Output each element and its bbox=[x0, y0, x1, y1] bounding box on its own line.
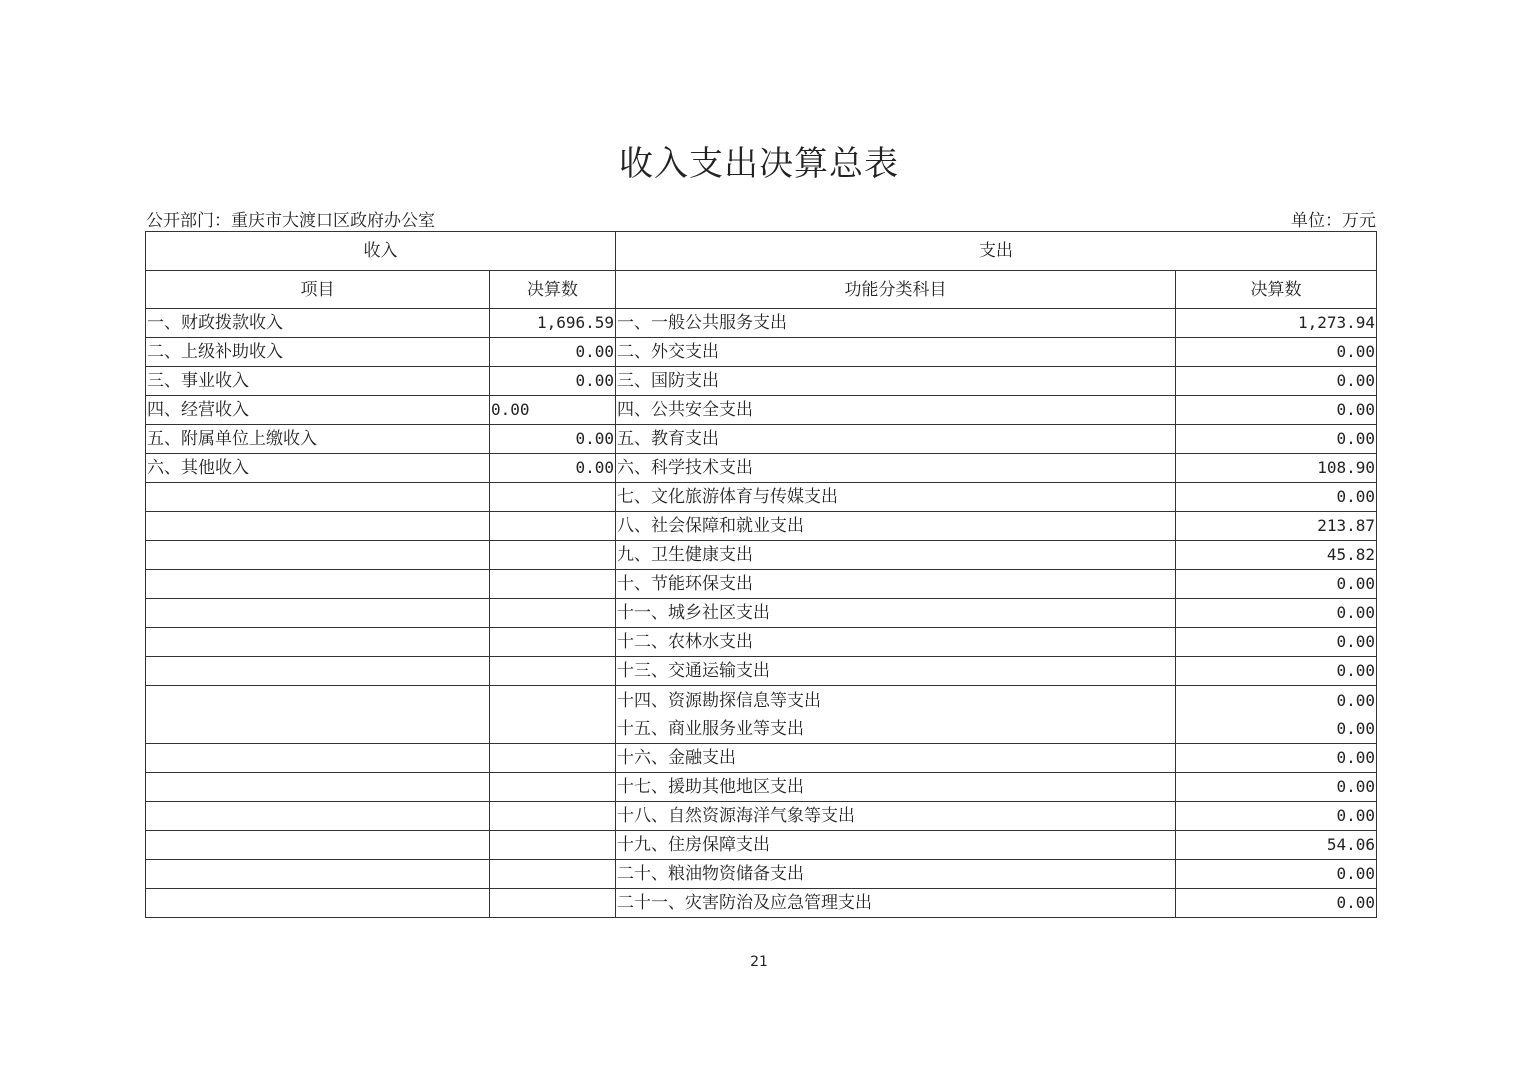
expense-value: 45.82 bbox=[1176, 541, 1377, 570]
table-row bbox=[146, 628, 1377, 657]
expense-value: 0.00 bbox=[1176, 628, 1377, 657]
expense-item: 十九、住房保障支出 bbox=[616, 831, 1176, 860]
income-value bbox=[490, 686, 616, 744]
income-value bbox=[490, 744, 616, 773]
item-header: 项目 bbox=[146, 271, 490, 309]
expense-item: 二、外交支出 bbox=[616, 338, 1176, 367]
expense-value: 0.00 bbox=[1176, 802, 1377, 831]
income-value: 0.00 bbox=[490, 367, 616, 396]
expense-value: 1,273.94 bbox=[1176, 309, 1377, 338]
expense-value: 0.00 bbox=[1336, 718, 1375, 738]
expense-amount-header: 决算数 bbox=[1176, 271, 1377, 309]
table-row bbox=[146, 686, 1377, 744]
expense-item: 五、教育支出 bbox=[616, 425, 1176, 454]
income-value bbox=[490, 657, 616, 686]
expense-item-pair bbox=[616, 686, 1176, 744]
income-header: 收入 bbox=[146, 232, 616, 271]
expense-item: 二十一、灾害防治及应急管理支出 bbox=[616, 889, 1176, 918]
income-item: 一、财政拨款收入 bbox=[146, 309, 490, 338]
expense-item: 十五、商业服务业等支出 bbox=[617, 718, 804, 739]
table-row bbox=[146, 599, 1377, 628]
expense-header: 支出 bbox=[616, 232, 1377, 271]
department-label: 公开部门：重庆市大渡口区政府办公室 bbox=[146, 211, 435, 231]
table-row bbox=[146, 831, 1377, 860]
income-item bbox=[146, 831, 490, 860]
income-item bbox=[146, 483, 490, 512]
expense-item: 十三、交通运输支出 bbox=[616, 657, 1176, 686]
expense-value: 0.00 bbox=[1176, 483, 1377, 512]
expense-item: 七、文化旅游体育与传媒支出 bbox=[616, 483, 1176, 512]
page-number: 21 bbox=[750, 954, 768, 970]
table-row bbox=[146, 396, 1377, 425]
table-row bbox=[146, 889, 1377, 918]
income-value bbox=[490, 831, 616, 860]
income-value: 0.00 bbox=[490, 425, 616, 454]
income-item bbox=[146, 802, 490, 831]
expense-value: 108.90 bbox=[1176, 454, 1377, 483]
expense-item: 十一、城乡社区支出 bbox=[616, 599, 1176, 628]
expense-item: 十、节能环保支出 bbox=[616, 570, 1176, 599]
income-value bbox=[490, 483, 616, 512]
table-row bbox=[146, 657, 1377, 686]
table-row bbox=[146, 512, 1377, 541]
table-row bbox=[146, 338, 1377, 367]
expense-value-pair bbox=[1176, 686, 1377, 744]
income-item bbox=[146, 860, 490, 889]
expense-value: 0.00 bbox=[1176, 425, 1377, 454]
income-item: 六、其他收入 bbox=[146, 454, 490, 483]
income-item: 二、上级补助收入 bbox=[146, 338, 490, 367]
expense-value: 0.00 bbox=[1176, 396, 1377, 425]
table-row bbox=[146, 425, 1377, 454]
expense-item: 十八、自然资源海洋气象等支出 bbox=[616, 802, 1176, 831]
expense-value: 54.06 bbox=[1176, 831, 1377, 860]
expense-value: 0.00 bbox=[1176, 889, 1377, 918]
page-title: 收入支出决算总表 bbox=[619, 144, 899, 184]
expense-value: 213.87 bbox=[1176, 512, 1377, 541]
expense-item: 十七、援助其他地区支出 bbox=[616, 773, 1176, 802]
income-item: 三、事业收入 bbox=[146, 367, 490, 396]
income-item: 五、附属单位上缴收入 bbox=[146, 425, 490, 454]
income-item bbox=[146, 570, 490, 599]
expense-value: 0.00 bbox=[1176, 744, 1377, 773]
income-item bbox=[146, 512, 490, 541]
income-value bbox=[490, 512, 616, 541]
expense-item: 三、国防支出 bbox=[616, 367, 1176, 396]
expense-item: 六、科学技术支出 bbox=[616, 454, 1176, 483]
expense-item: 十四、资源勘探信息等支出 bbox=[617, 690, 821, 711]
income-item bbox=[146, 744, 490, 773]
table-row bbox=[146, 802, 1377, 831]
income-item bbox=[146, 686, 490, 744]
table-row bbox=[146, 454, 1377, 483]
income-value bbox=[490, 773, 616, 802]
summary-table bbox=[145, 231, 1377, 918]
income-item bbox=[146, 599, 490, 628]
expense-item: 十二、农林水支出 bbox=[616, 628, 1176, 657]
table-row bbox=[146, 570, 1377, 599]
function-category-header: 功能分类科目 bbox=[616, 271, 1176, 309]
expense-value: 0.00 bbox=[1176, 338, 1377, 367]
income-value bbox=[490, 599, 616, 628]
income-value bbox=[490, 541, 616, 570]
income-value bbox=[490, 860, 616, 889]
income-item: 四、经营收入 bbox=[146, 396, 490, 425]
income-value bbox=[490, 802, 616, 831]
table-row bbox=[146, 309, 1377, 338]
income-value bbox=[490, 889, 616, 918]
income-value bbox=[490, 570, 616, 599]
expense-item: 二十、粮油物资储备支出 bbox=[616, 860, 1176, 889]
expense-value: 0.00 bbox=[1176, 570, 1377, 599]
income-value: 0.00 bbox=[490, 396, 616, 425]
income-amount-header: 决算数 bbox=[490, 271, 616, 309]
expense-value: 0.00 bbox=[1176, 773, 1377, 802]
expense-item: 十六、金融支出 bbox=[616, 744, 1176, 773]
income-item bbox=[146, 628, 490, 657]
table-row bbox=[146, 860, 1377, 889]
expense-value: 0.00 bbox=[1176, 657, 1377, 686]
table-row bbox=[146, 541, 1377, 570]
income-item bbox=[146, 657, 490, 686]
income-item bbox=[146, 889, 490, 918]
expense-value: 0.00 bbox=[1176, 599, 1377, 628]
income-value: 1,696.59 bbox=[490, 309, 616, 338]
table-header-row bbox=[146, 232, 1377, 271]
income-value: 0.00 bbox=[490, 454, 616, 483]
expense-value: 0.00 bbox=[1176, 860, 1377, 889]
income-item bbox=[146, 773, 490, 802]
expense-value: 0.00 bbox=[1176, 367, 1377, 396]
unit-label: 单位：万元 bbox=[1291, 211, 1376, 231]
expense-item: 四、公共安全支出 bbox=[616, 396, 1176, 425]
table-row bbox=[146, 773, 1377, 802]
expense-value: 0.00 bbox=[1336, 690, 1375, 710]
income-value: 0.00 bbox=[490, 338, 616, 367]
table-row bbox=[146, 744, 1377, 773]
expense-item: 九、卫生健康支出 bbox=[616, 541, 1176, 570]
income-value bbox=[490, 628, 616, 657]
table-row bbox=[146, 367, 1377, 396]
expense-item: 八、社会保障和就业支出 bbox=[616, 512, 1176, 541]
table-subheader-row bbox=[146, 271, 1377, 309]
table-row bbox=[146, 483, 1377, 512]
income-item bbox=[146, 541, 490, 570]
expense-item: 一、一般公共服务支出 bbox=[616, 309, 1176, 338]
